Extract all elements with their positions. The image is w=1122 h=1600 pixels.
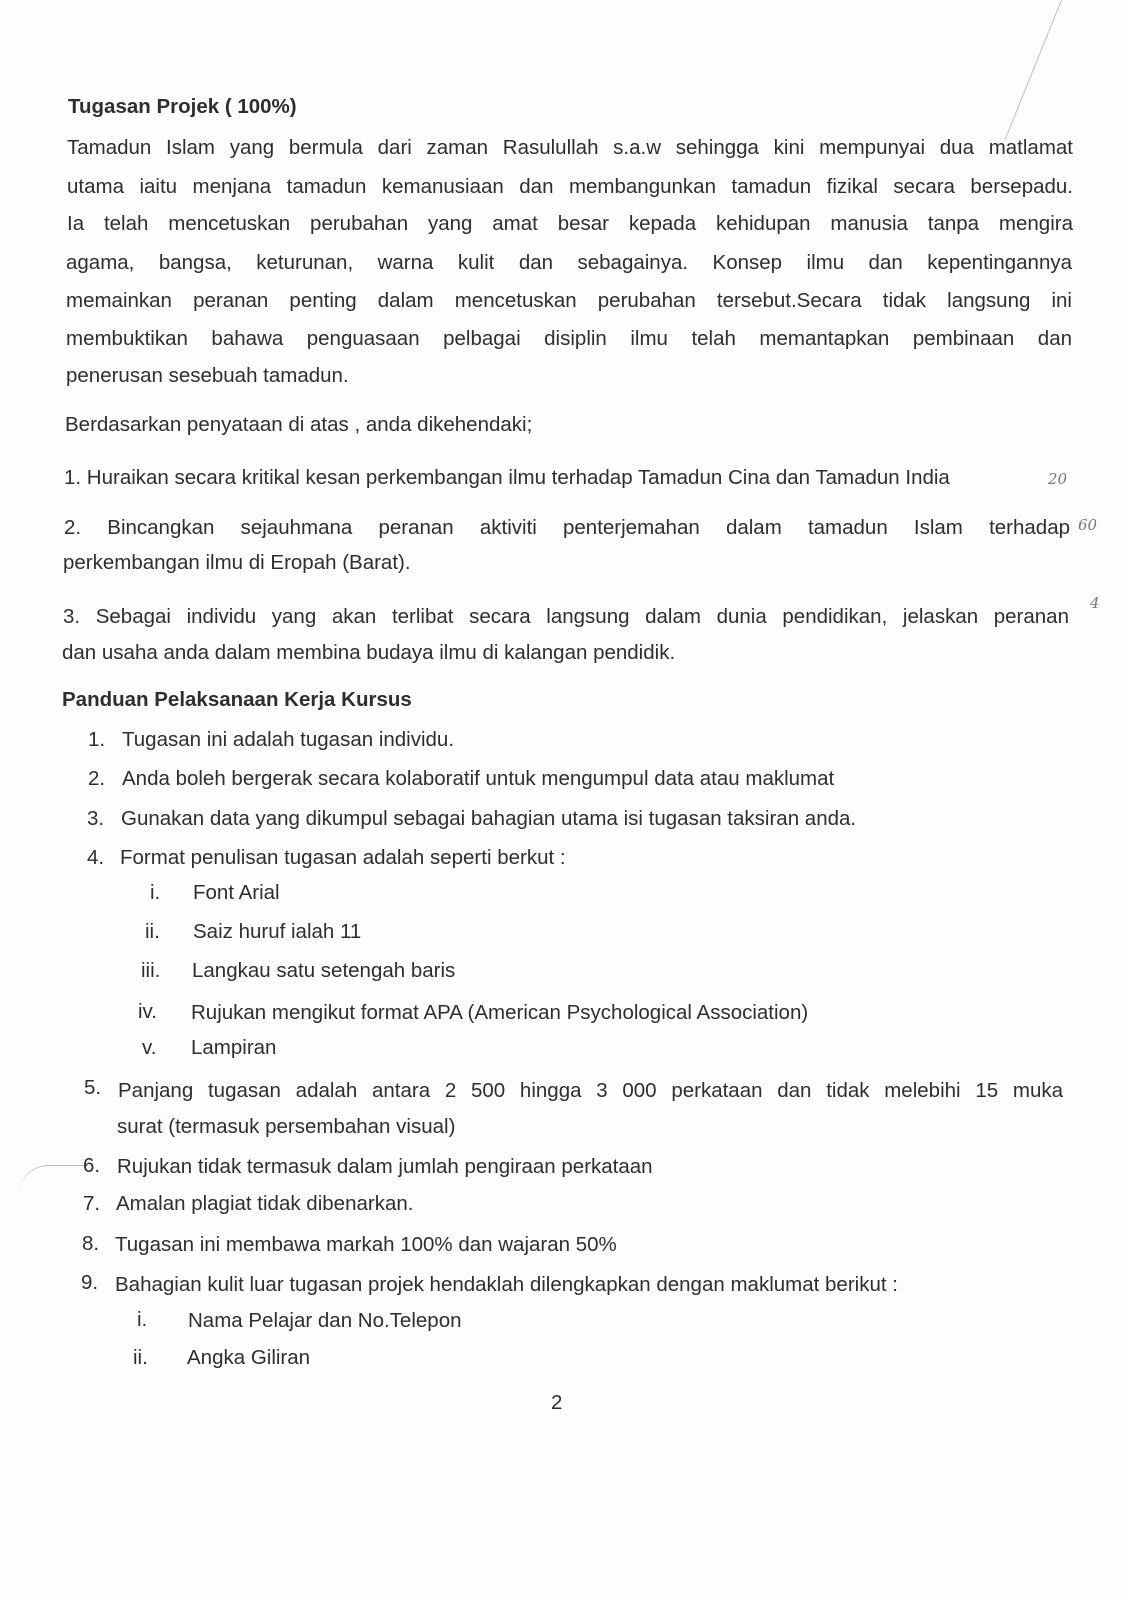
sub-number: i. bbox=[137, 1308, 148, 1331]
list-item: Tugasan ini adalah tugasan individu. bbox=[122, 728, 455, 751]
intro-line: Ia telah mencetuskan perubahan yang amat besar kepada kehidupan manusia tanpa mengira bbox=[67, 212, 1073, 235]
sub-number: iii. bbox=[141, 959, 161, 982]
list-number: 7. bbox=[83, 1192, 101, 1215]
page-number: 2 bbox=[551, 1391, 563, 1414]
list-number: 8. bbox=[82, 1232, 100, 1255]
sub-number: ii. bbox=[133, 1346, 148, 1369]
sub-item: Angka Giliran bbox=[187, 1346, 311, 1369]
intro-line: agama, bangsa, keturunan, warna kulit dan sebagainya. Konsep ilmu dan kepentingannya bbox=[66, 251, 1072, 274]
list-item: Tugasan ini membawa markah 100% dan wajaran 50% bbox=[115, 1233, 617, 1256]
list-item: Gunakan data yang dikumpul sebagai bahagian utama isi tugasan taksiran anda. bbox=[121, 807, 857, 830]
list-number: 3. bbox=[87, 807, 105, 830]
prompt-text: Berdasarkan penyataan di atas , anda dikehendaki; bbox=[65, 413, 533, 436]
list-number: 5. bbox=[84, 1076, 102, 1099]
sub-number: iv. bbox=[138, 1000, 157, 1023]
sub-item: Langkau satu setengah baris bbox=[192, 959, 456, 982]
sub-item: Saiz huruf ialah 11 bbox=[193, 920, 362, 943]
intro-line: penerusan sesebuah tamadun. bbox=[66, 364, 349, 387]
sub-item: Nama Pelajar dan No.Telepon bbox=[188, 1309, 462, 1332]
question-3-cont: dan usaha anda dalam membina budaya ilmu di kalangan pendidik. bbox=[62, 641, 676, 664]
intro-line: Tamadun Islam yang bermula dari zaman Rasulullah s.a.w sehingga kini mempunyai dua matlamat bbox=[67, 136, 1073, 159]
handwritten-mark: 60 bbox=[1078, 516, 1098, 534]
list-number: 6. bbox=[83, 1154, 101, 1177]
list-item-cont: surat (termasuk persembahan visual) bbox=[117, 1115, 456, 1138]
question-1: 1. Huraikan secara kritikal kesan perkembangan ilmu terhadap Tamadun Cina dan Tamadun India bbox=[64, 466, 950, 489]
list-number: 2. bbox=[88, 767, 106, 790]
sub-item: Rujukan mengikut format APA (American Psychological Association) bbox=[191, 1001, 809, 1024]
handwritten-mark: 20 bbox=[1048, 470, 1068, 488]
guide-heading: Panduan Pelaksanaan Kerja Kursus bbox=[62, 688, 412, 711]
list-item: Panjang tugasan adalah antara 2 500 hingga 3 000 perkataan dan tidak melebihi 15 muka bbox=[118, 1079, 1063, 1102]
intro-line: membuktikan bahawa penguasaan pelbagai disiplin ilmu telah memantapkan pembinaan dan bbox=[66, 327, 1072, 350]
list-item: Format penulisan tugasan adalah seperti berkut : bbox=[120, 846, 566, 869]
sub-item: Font Arial bbox=[193, 881, 280, 904]
intro-line: memainkan peranan penting dalam mencetuskan perubahan tersebut.Secara tidak langsung ini bbox=[66, 289, 1072, 312]
list-item: Anda boleh bergerak secara kolaboratif untuk mengumpul data atau maklumat bbox=[122, 767, 835, 790]
sub-number: v. bbox=[142, 1036, 157, 1059]
sub-number: ii. bbox=[145, 920, 160, 943]
question-3: 3. Sebagai individu yang akan terlibat secara langsung dalam dunia pendidikan, jelaskan peranan bbox=[63, 605, 1069, 628]
list-number: 4. bbox=[87, 846, 105, 869]
document-title: Tugasan Projek ( 100%) bbox=[68, 95, 297, 118]
scan-mark bbox=[18, 1165, 88, 1196]
sub-number: i. bbox=[150, 881, 161, 904]
list-number: 1. bbox=[88, 728, 106, 751]
list-item: Bahagian kulit luar tugasan projek hendaklah dilengkapkan dengan maklumat berikut : bbox=[115, 1273, 898, 1296]
question-2-cont: perkembangan ilmu di Eropah (Barat). bbox=[63, 551, 411, 574]
question-2: 2. Bincangkan sejauhmana peranan aktiviti penterjemahan dalam tamadun Islam terhadap bbox=[64, 516, 1070, 539]
handwritten-mark: 4 bbox=[1090, 594, 1100, 612]
list-item: Rujukan tidak termasuk dalam jumlah pengiraan perkataan bbox=[117, 1155, 653, 1178]
list-item: Amalan plagiat tidak dibenarkan. bbox=[116, 1192, 414, 1215]
intro-line: utama iaitu menjana tamadun kemanusiaan dan membangunkan tamadun fizikal secara bersepadu. bbox=[67, 175, 1073, 198]
page-edge-shadow bbox=[1004, 0, 1122, 140]
sub-item: Lampiran bbox=[191, 1036, 277, 1059]
list-number: 9. bbox=[81, 1271, 99, 1294]
